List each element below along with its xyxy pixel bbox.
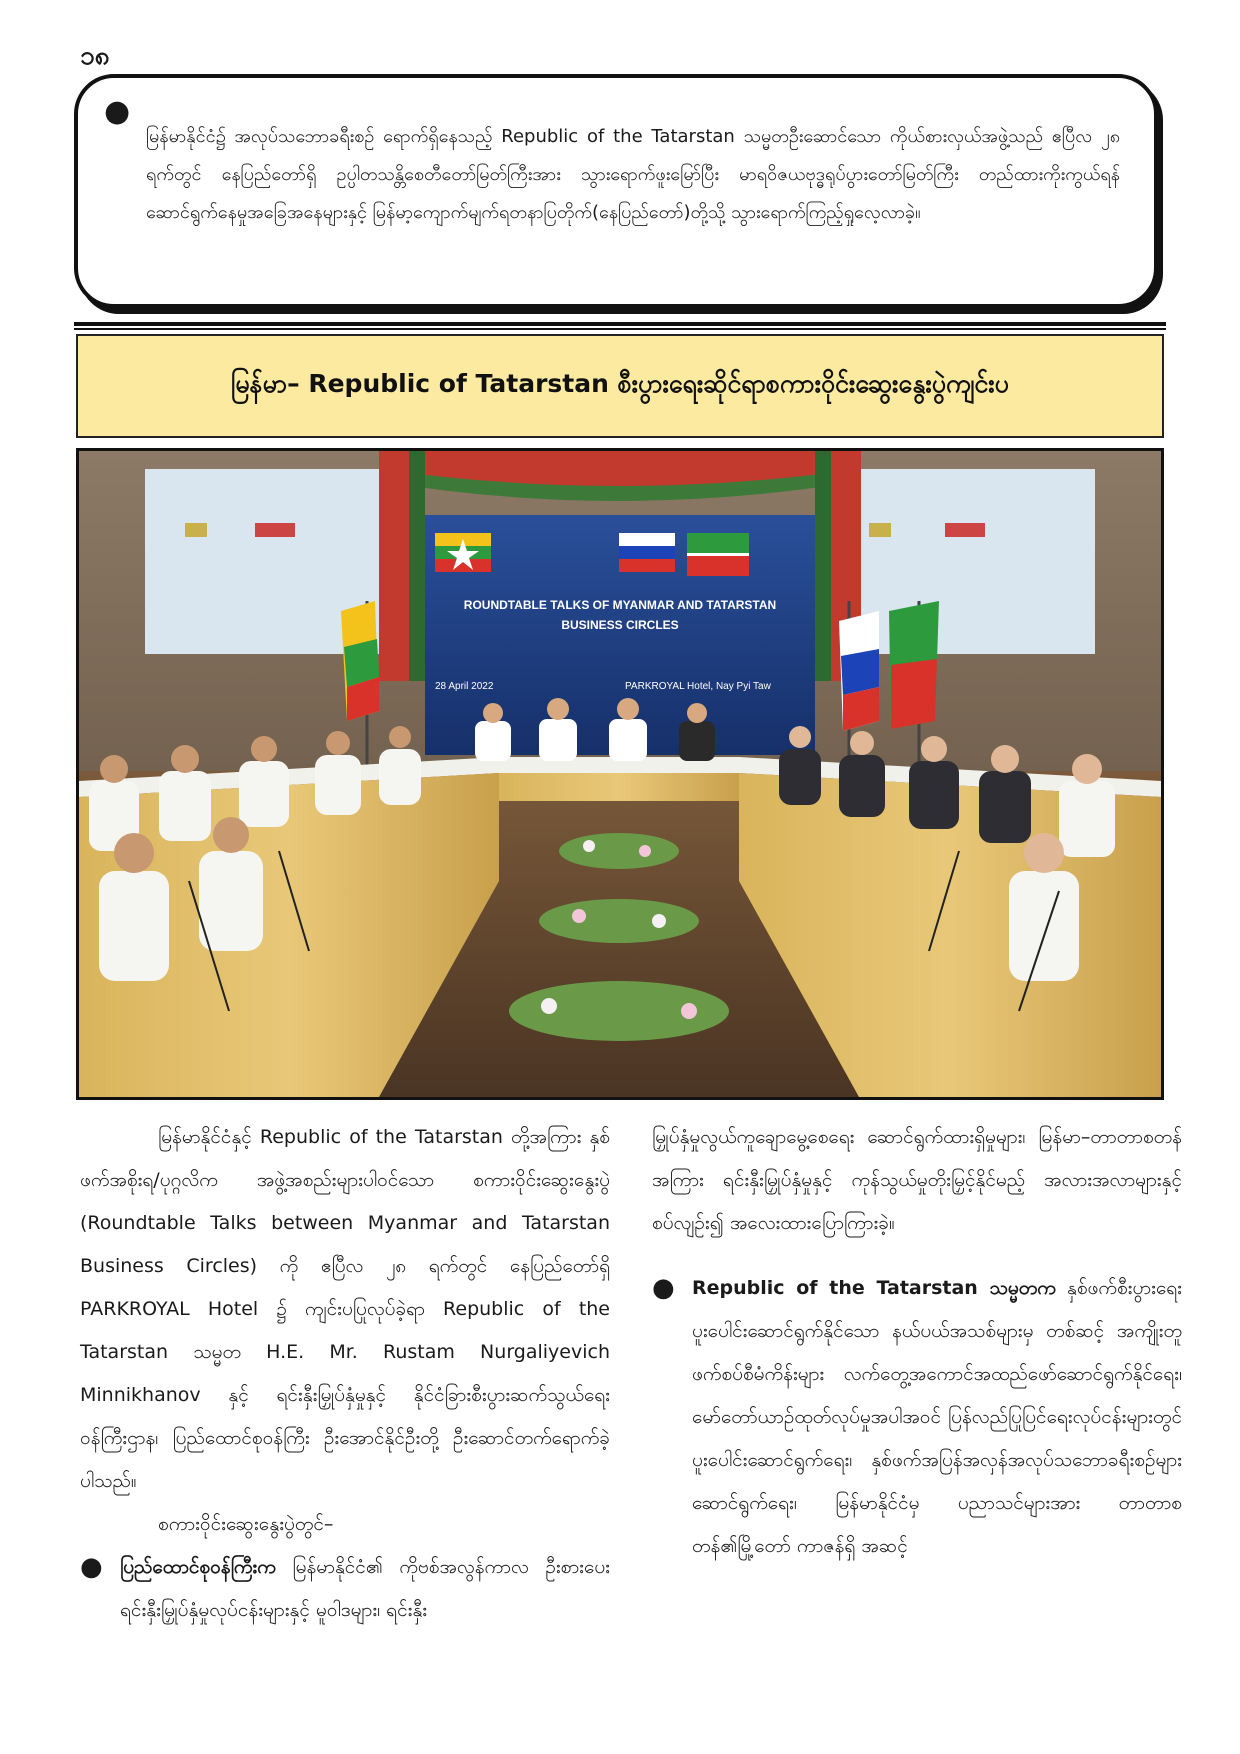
article-paragraph: မြှုပ်နှံမှုလွယ်ကူချောမွေ့စေရေး ဆောင်ရွက်ထားရှိမှုများ၊ မြန်မာ–တာတာစတန်အကြား ရင်းနှီးမြှုပ်နှံမှုနှင့် ကုန်သွယ်မှုတိုးမြှင့်နိုင်မည့် အလားအလာများနှင့်စပ်လျဉ်း၍ အလေးထားပြောကြားခဲ့။	[652, 1126, 1182, 1234]
roundtable-photo-illustration	[79, 451, 1161, 1097]
page-number: ၁၈	[80, 41, 110, 71]
russia-flag-icon	[619, 533, 675, 546]
summary-text: မြန်မာနိုင်ငံ၌ အလုပ်သဘောခရီးစဉ် ရောက်ရှိနေသည့် Republic of the Tatarstan သမ္မတဦးဆောင်သော ကိုယ်စားလှယ်အဖွဲ့သည် ဧပြီလ ၂၈ ရက်တွင် နေပြည်တော်ရှိ ဥပ္ပါတသန္တိစေတီတော်မြတ်ကြီးအား သွားရောက်ဖူးမြော်ပြီး မာရဝိဇယဗုဒ္ဓရုပ်ပွားတော်မြတ်ကြီး တည်ထားကိုးကွယ်ရန် ဆောင်ရွက်နေမှုအခြေအနေများနှင့် မြန်မာ့ကျောက်မျက်ရတနာပြတိုက်(နေပြည်တော်)တို့သို့ သွားရောက်ကြည့်ရှုလေ့လာခဲ့။	[146, 126, 1120, 223]
backdrop-date: 28 April 2022	[435, 681, 494, 692]
headline-title: မြန်မာ– Republic of Tatarstan စီးပွားရေးဆိုင်ရာစကားဝိုင်းဆွေးနွေးပွဲကျင်းပ	[231, 368, 1009, 398]
article-bullet	[80, 1546, 610, 1632]
divider	[74, 322, 1166, 326]
meeting-photo	[76, 448, 1164, 1100]
bullet-icon: ●	[652, 1273, 675, 1303]
headline-banner	[76, 334, 1164, 438]
article-right-column	[652, 1116, 1182, 1568]
article-bullet	[652, 1267, 1182, 1568]
bullet-lead: Republic of the Tatarstan သမ္မတက	[692, 1277, 1056, 1299]
tatarstan-flag-icon	[687, 533, 749, 553]
divider	[74, 328, 1166, 330]
article-paragraph: မြန်မာနိုင်ငံနှင့် Republic of the Tatarstan တို့အကြား နှစ်ဖက်အစိုးရ/ပုဂ္ဂလိက အဖွဲ့အစည်းများပါဝင်သော စကားဝိုင်းဆွေးနွေးပွဲ (Roundtable Talks between Myanmar and Tatarstan Business Circles) ကို ဧပြီလ ၂၈ ရက်တွင် နေပြည်တော်ရှိ PARKROYAL Hotel ၌ ကျင်းပပြုလုပ်ခဲ့ရာ Republic of the Tatarstan သမ္မတ H.E. Mr. Rustam Nurgaliyevich Minnikhanov နှင့် ရင်းနှီးမြှုပ်နှံမှုနှင့် နိုင်ငံခြားစီးပွားဆက်သွယ်ရေးဝန်ကြီးဌာန၊ ပြည်ထောင်စုဝန်ကြီး ဦးအောင်နိုင်ဦးတို့ ဦးဆောင်တက်ရောက်ခဲ့ပါသည်။	[80, 1126, 610, 1492]
backdrop-title-line2: BUSINESS CIRCLES	[561, 618, 679, 632]
bullet-text: နှစ်ဖက်စီးပွားရေးပူးပေါင်းဆောင်ရွက်နိုင်သော နယ်ပယ်အသစ်များမှ တစ်ဆင့် အကျိုးတူဖက်စပ်စီမံကိန်းများ လက်တွေ့အကောင်အထည်ဖော်ဆောင်ရွက်နိုင်ရေး၊ မော်တော်ယာဉ်ထုတ်လုပ်မှုအပါအဝင် ပြန်လည်ပြုပြင်ရေးလုပ်ငန်းများတွင် ပူးပေါင်းဆောင်ရွက်ရေး၊ နှစ်ဖက်အပြန်အလှန်အလုပ်သဘောခရီးစဉ်များဆောင်ရွက်ရေး၊ မြန်မာနိုင်ငံမှ ပညာသင်များအား တာတာစတန်၏မြို့တော် ကာဇန်ရှိ အဆင့်	[692, 1277, 1182, 1557]
bullet-icon: ●	[104, 94, 131, 129]
bullet-text: မြန်မာနိုင်ငံ၏ ကိုဗစ်အလွန်ကာလ ဦးစားပေး ရင်းနှီးမြှုပ်နှံမှုလုပ်ငန်းများနှင့် မူဝါဒများ၊ ရင်းနှီး	[120, 1556, 610, 1621]
bullet-icon: ●	[80, 1552, 103, 1582]
backdrop-venue: PARKROYAL Hotel, Nay Pyi Taw	[625, 681, 771, 692]
bullet-lead: ပြည်ထောင်စုဝန်ကြီးက	[120, 1556, 276, 1578]
article-left-column	[80, 1116, 610, 1632]
backdrop-title-line1: ROUNDTABLE TALKS OF MYANMAR AND TATARSTAN	[463, 598, 777, 612]
summary-box	[74, 74, 1158, 308]
article-paragraph: စကားဝိုင်းဆွေးနွေးပွဲတွင်–	[158, 1513, 334, 1535]
